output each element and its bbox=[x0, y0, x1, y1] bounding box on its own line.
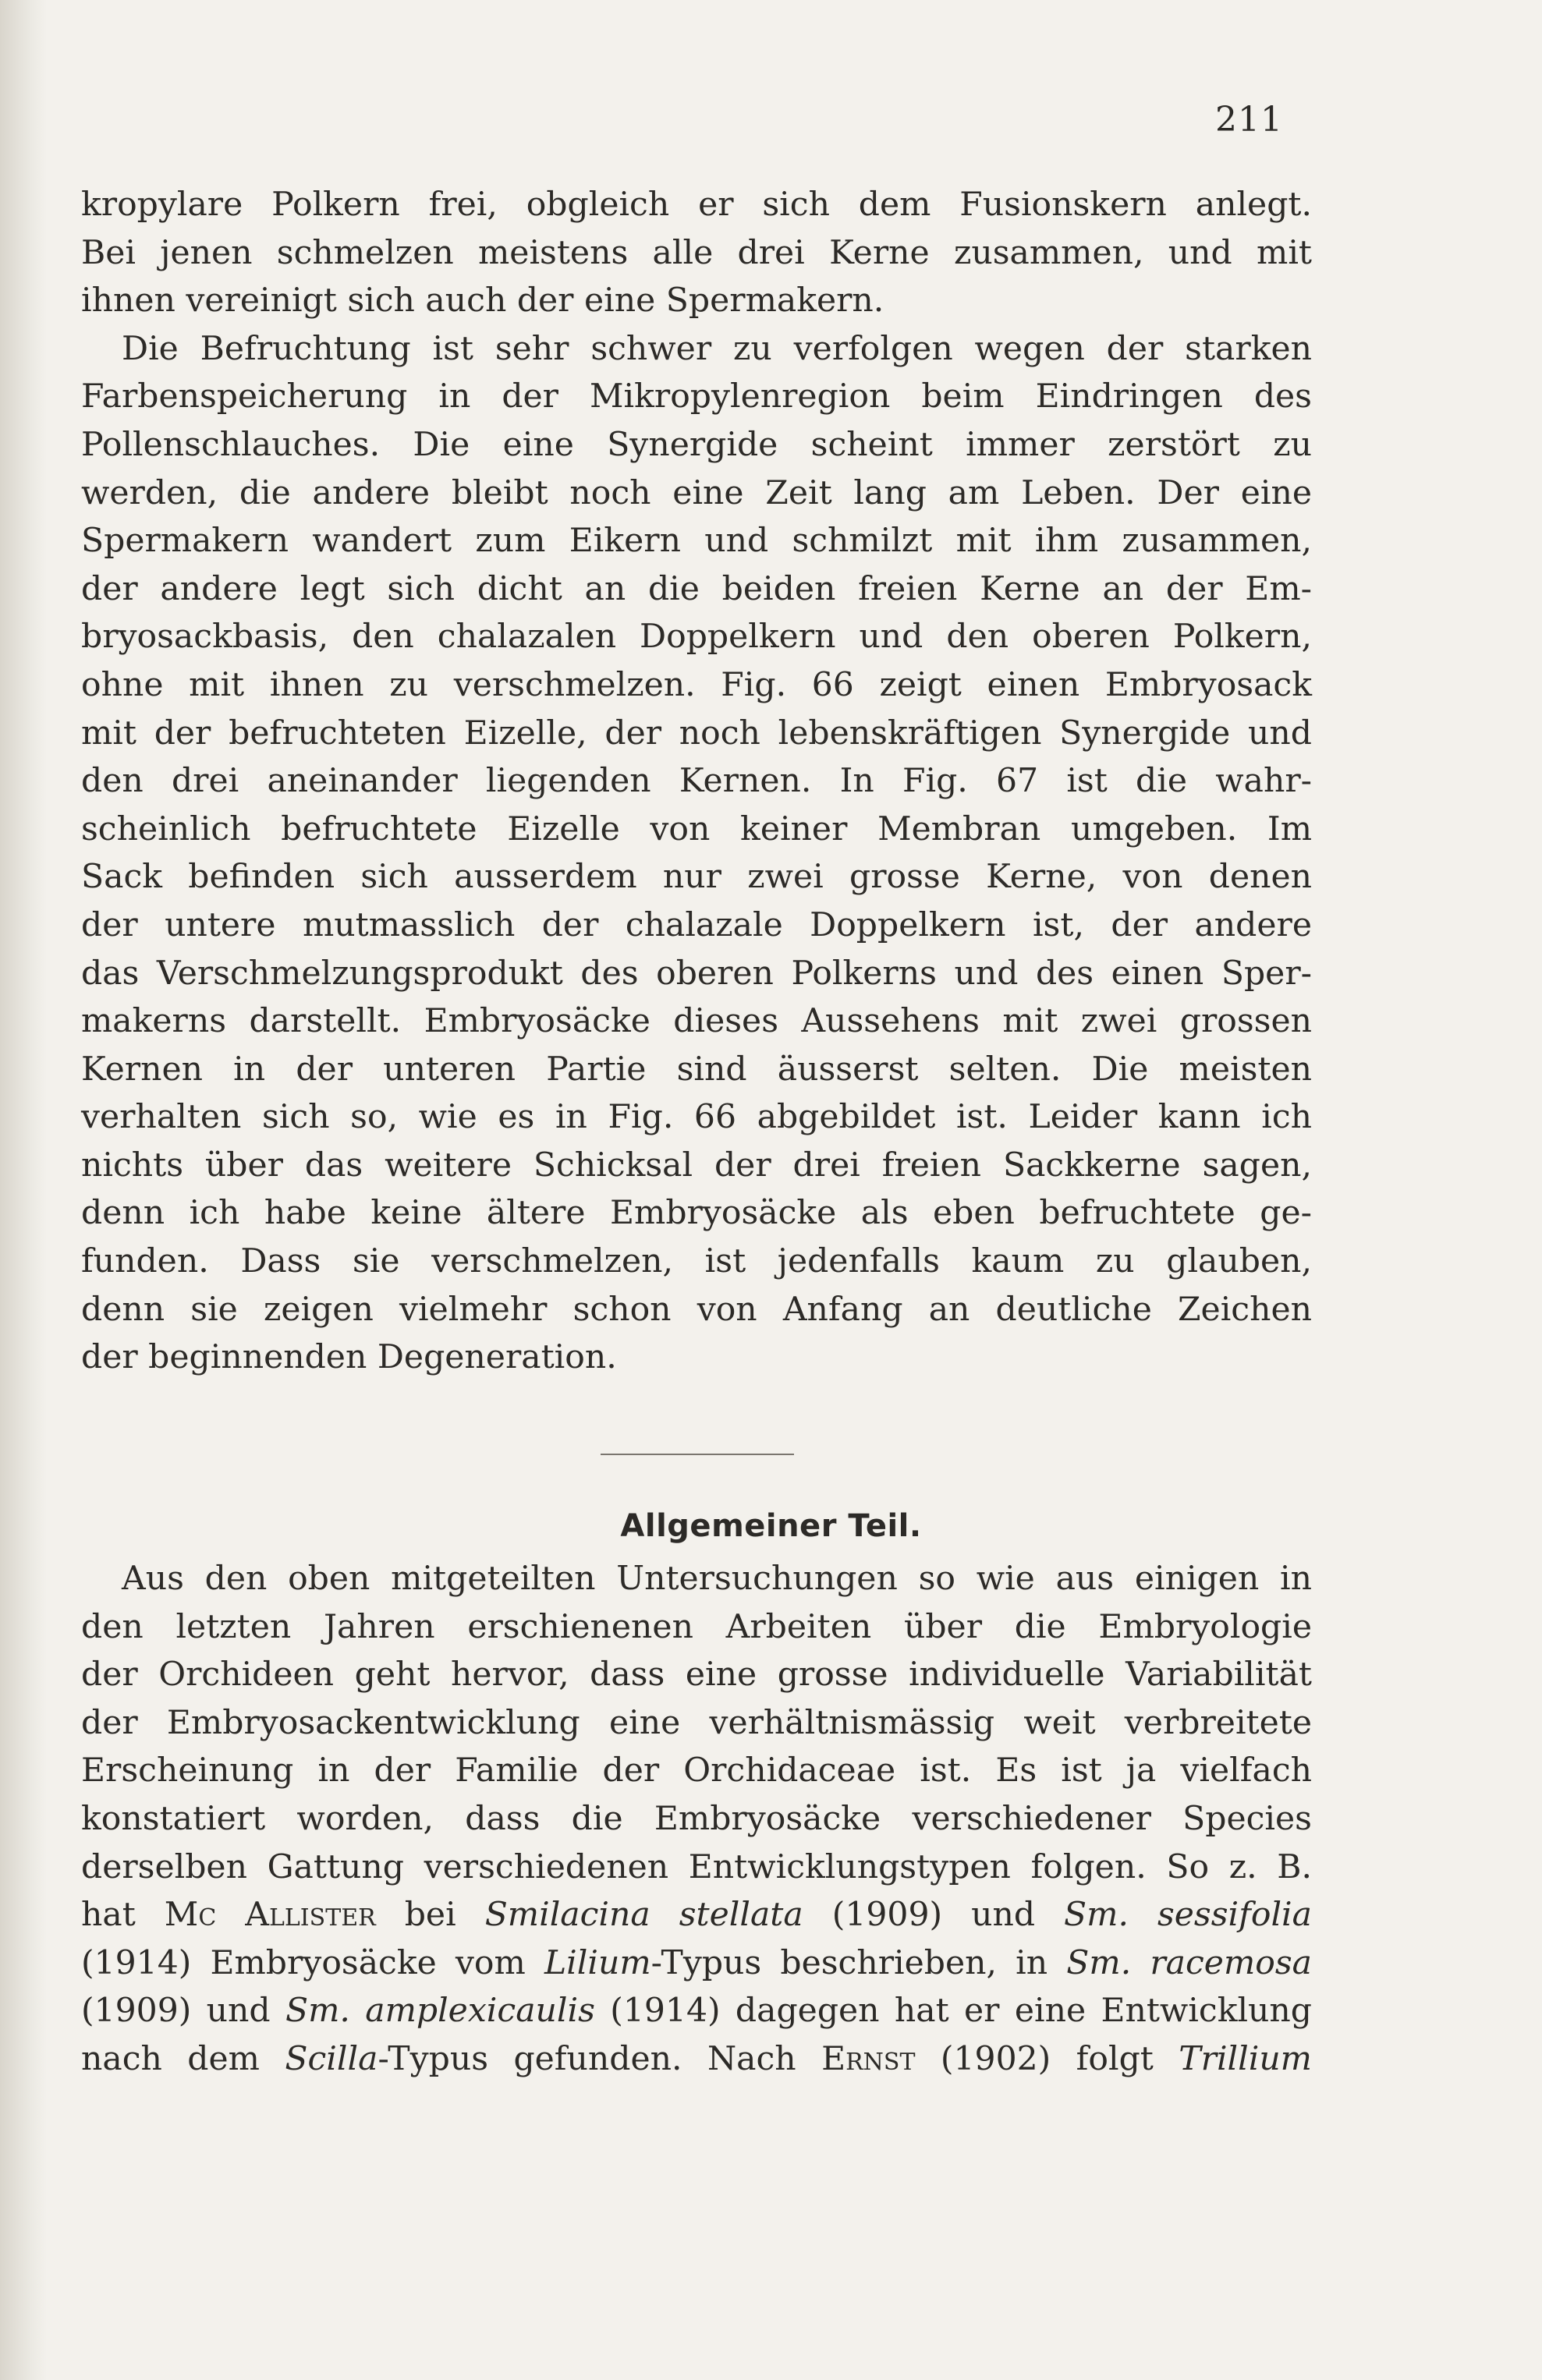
text-line: Kernen in der unteren Partie sind äusserst selten. Die meisten bbox=[81, 1050, 1312, 1089]
text-line: das Verschmelzungsprodukt des oberen Polkerns und des einen Sper- bbox=[81, 954, 1312, 993]
text-line: konstatiert worden, dass die Embryosäcke verschiedener Species bbox=[81, 1799, 1312, 1838]
section-1-text bbox=[81, 181, 1312, 1382]
scan-edge-shadow bbox=[0, 0, 47, 2380]
text-line: Spermakern wandert zum Eikern und schmilzt mit ihm zusammen, bbox=[81, 522, 1312, 561]
text-line: Bei jenen schmelzen meistens alle drei Kerne zusammen, und mit bbox=[81, 233, 1312, 272]
taxon-name: Smilacina stellata bbox=[484, 1896, 803, 1935]
text-line: makerns darstellt. Embryosäcke dieses Aussehens mit zwei grossen bbox=[81, 1002, 1312, 1041]
section-2-text bbox=[81, 1555, 1312, 2084]
text-line: funden. Dass sie verschmelzen, ist jedenfalls kaum zu glauben, bbox=[81, 1242, 1312, 1281]
text-line: denn sie zeigen vielmehr schon von Anfang an deutliche Zeichen bbox=[81, 1290, 1312, 1329]
text-line: ihnen vereinigt sich auch der eine Spermakern. bbox=[81, 282, 884, 321]
text-line: Farbenspeicherung in der Mikropylenregion beim Eindringen des bbox=[81, 377, 1312, 416]
text-line: bryosackbasis, den chalazalen Doppelkern und den oberen Polkern, bbox=[81, 618, 1312, 657]
taxon-name: Sm. amplexicaulis bbox=[285, 1992, 595, 2031]
text-line: kropylare Polkern frei, obgleich er sich dem Fusionskern anlegt. bbox=[81, 186, 1312, 224]
text-line: Pollenschlauches. Die eine Synergide scheint immer zerstört zu bbox=[81, 425, 1312, 464]
text-line: Aus den oben mitgeteilten Untersuchungen so wie aus einigen in bbox=[122, 1560, 1312, 1598]
text-line: der Embryosackentwicklung eine verhältnismässig weit verbreitete bbox=[81, 1703, 1312, 1742]
text-line: nichts über das weitere Schicksal der drei freien Sackkerne sagen, bbox=[81, 1146, 1312, 1185]
text-line: mit der befruchteten Eizelle, der noch lebenskräftigen Synergide und bbox=[81, 714, 1312, 753]
section-divider bbox=[601, 1454, 794, 1455]
text-line-mixed: (1909) und Sm. amplexicaulis (1914) dagegen hat er eine Entwicklung bbox=[81, 1992, 1313, 2031]
text-line: denn ich habe keine ältere Embryosäcke als eben befruchtete ge- bbox=[81, 1194, 1312, 1233]
taxon-name: Lilium bbox=[544, 1943, 651, 1982]
taxon-name: Trillium bbox=[1179, 2039, 1312, 2078]
text-line: den letzten Jahren erschienenen Arbeiten über die Embryologie bbox=[81, 1607, 1312, 1646]
taxon-name: Sm. sessifolia bbox=[1064, 1896, 1312, 1935]
text-line: Sack befinden sich ausserdem nur zwei grosse Kerne, von denen bbox=[81, 858, 1312, 897]
author-name: Mc Allister bbox=[164, 1896, 376, 1935]
text-line: der beginnenden Degeneration. bbox=[81, 1338, 617, 1377]
text-line: ohne mit ihnen zu verschmelzen. Fig. 66 zeigt einen Embryosack bbox=[81, 665, 1312, 704]
text-line: scheinlich befruchtete Eizelle von keiner Membran umgeben. Im bbox=[81, 809, 1312, 848]
text-line: der untere mutmasslich der chalazale Doppelkern ist, der andere bbox=[81, 905, 1312, 944]
text-line: den drei aneinander liegenden Kernen. In Fig. 67 ist die wahr- bbox=[81, 762, 1312, 801]
taxon-name: Sm. racemosa bbox=[1066, 1943, 1312, 1982]
text-line: verhalten sich so, wie es in Fig. 66 abgebildet ist. Leider kann ich bbox=[81, 1098, 1312, 1137]
text-line: Die Befruchtung ist sehr schwer zu verfolgen wegen der starken bbox=[122, 329, 1312, 368]
author-name: Ernst bbox=[821, 2039, 916, 2078]
text-line-mixed: hat Mc Allister bei Smilacina stellata (1909) und Sm. sessifolia bbox=[81, 1896, 1312, 1935]
text-line-mixed: (1914) Embryosäcke vom Lilium-Typus beschrieben, in Sm. racemosa bbox=[81, 1943, 1312, 1982]
text-line: werden, die andere bleibt noch eine Zeit lang am Leben. Der eine bbox=[81, 473, 1312, 512]
text-line: Erscheinung in der Familie der Orchidaceae ist. Es ist ja vielfach bbox=[81, 1751, 1312, 1790]
taxon-name: Scilla bbox=[285, 2039, 378, 2078]
text-line: derselben Gattung verschiedenen Entwicklungstypen folgen. So z. B. bbox=[81, 1847, 1312, 1886]
text-line: der andere legt sich dicht an die beiden freien Kerne an der Em- bbox=[81, 569, 1312, 608]
section-heading: Allgemeiner Teil. bbox=[620, 1508, 922, 1544]
page-number: 211 bbox=[1215, 100, 1283, 140]
text-line: der Orchideen geht hervor, dass eine grosse individuelle Variabilität bbox=[81, 1656, 1312, 1695]
text-line-mixed: nach dem Scilla-Typus gefunden. Nach Ernst (1902) folgt Trillium bbox=[81, 2039, 1312, 2078]
